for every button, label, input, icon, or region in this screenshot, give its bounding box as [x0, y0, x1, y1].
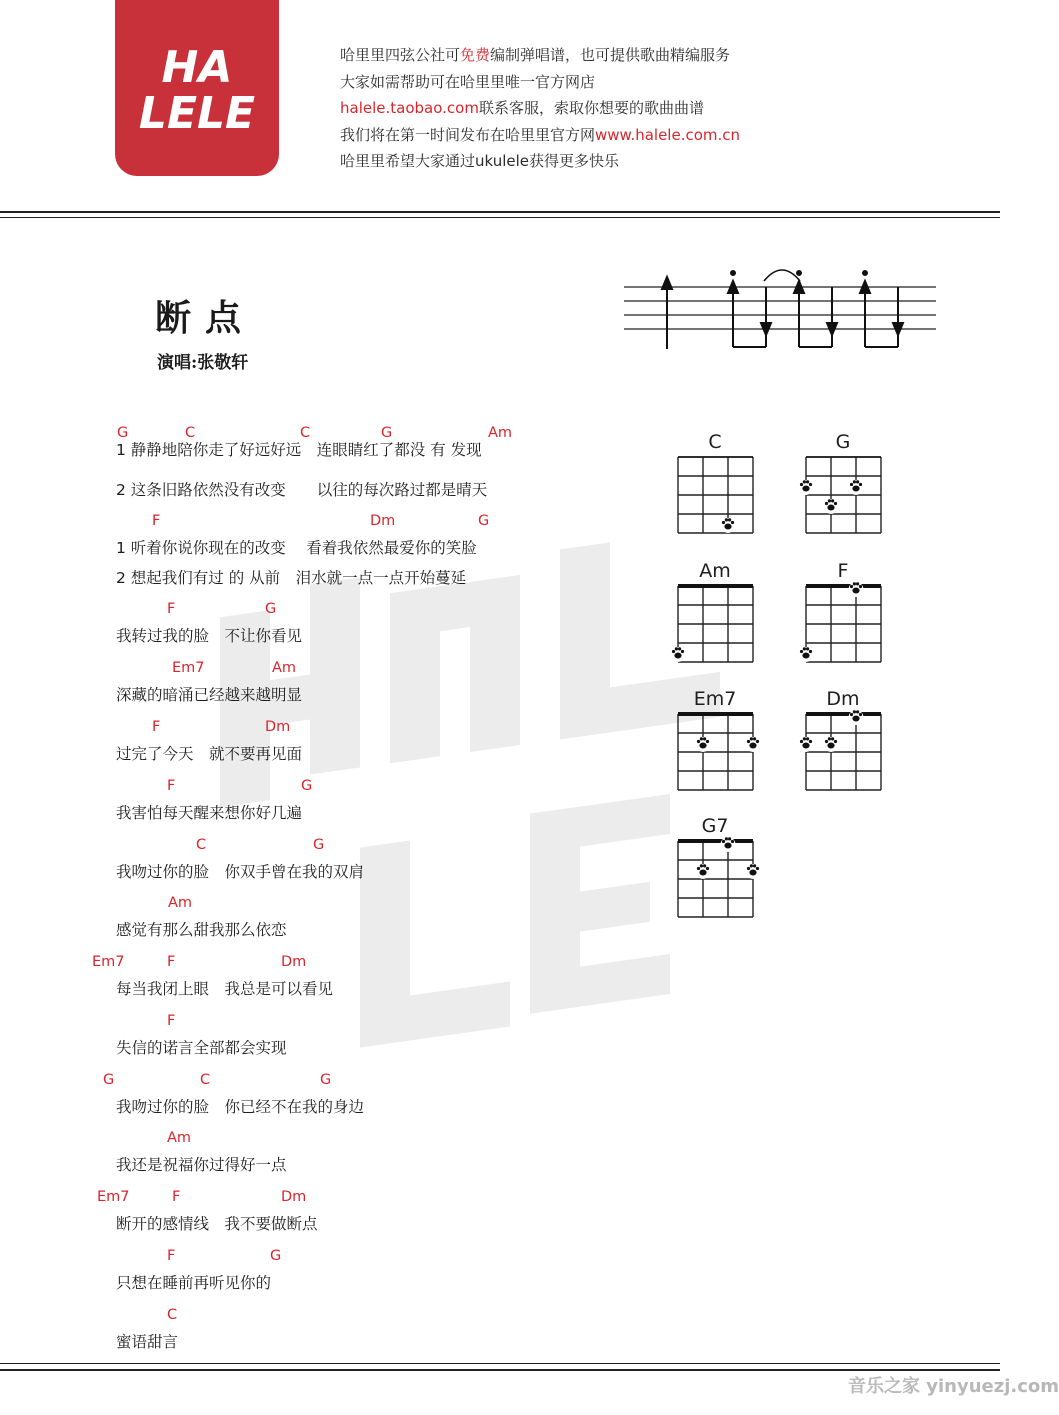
- chord-label: Dm: [281, 954, 307, 970]
- lyric-line: 只想在睡前再听见你的: [116, 1274, 272, 1292]
- paw-finger-dot: [799, 737, 814, 752]
- paw-finger-dot: [671, 647, 686, 662]
- chord-label: F: [167, 954, 176, 970]
- lyric-line: 1 静静地陪你走了好远好远 连眼睛红了都没 有 发现: [116, 441, 482, 459]
- chord-diagram-grid: [677, 712, 755, 788]
- chord-diagram-name: Em7: [693, 688, 737, 710]
- footer-rule-bottom: [0, 1369, 1000, 1371]
- chord-diagram-name: C: [708, 431, 722, 453]
- logo-text-bottom: LELE: [138, 88, 256, 139]
- chord-label: Dm: [265, 719, 291, 735]
- info-line-5: 哈里里希望大家通过ukulele获得更多快乐: [340, 152, 620, 170]
- chord-label: C: [167, 1307, 178, 1323]
- chord-label: Dm: [370, 513, 396, 529]
- paw-finger-dot: [824, 499, 839, 514]
- footer-rule-top: [0, 1363, 1000, 1364]
- chord-label: F: [152, 513, 161, 529]
- lyric-line: 2 想起我们有过 的 从前 泪水就一点一点开始蔓延: [116, 569, 467, 587]
- chord-diagram-grid: [805, 455, 883, 531]
- chord-label: C: [300, 425, 311, 441]
- chord-label: C: [200, 1072, 211, 1088]
- site-watermark: 音乐之家 yinyuezj.com: [848, 1376, 1059, 1397]
- song-title: 断点: [155, 297, 256, 339]
- header-rule-bottom: [0, 217, 1000, 218]
- chord-diagram-grid: [805, 712, 883, 788]
- chord-label: G: [301, 778, 313, 794]
- chord-diagram-grid: [677, 839, 755, 915]
- paw-finger-dot: [824, 737, 839, 752]
- lyric-line: 蜜语甜言: [116, 1333, 179, 1351]
- paw-finger-dot: [849, 710, 864, 725]
- chord-label: Am: [167, 1130, 192, 1146]
- logo-mark: [115, 0, 279, 176]
- chord-label: G: [103, 1072, 115, 1088]
- website-link[interactable]: www.halele.com.cn: [595, 125, 741, 144]
- chord-diagram-grid: [677, 455, 755, 531]
- chord-label: Am: [272, 660, 297, 676]
- lyric-line: 我吻过你的脸 你双手曾在我的双肩: [116, 863, 365, 881]
- chord-label: F: [167, 1013, 176, 1029]
- paw-finger-dot: [799, 647, 814, 662]
- chord-diagram-grid: [677, 584, 755, 660]
- chord-diagram-name: G7: [701, 815, 729, 837]
- paw-finger-dot: [721, 837, 736, 852]
- chord-diagram-name: F: [837, 560, 849, 582]
- paw-finger-dot: [849, 480, 864, 495]
- paw-finger-dot: [696, 737, 711, 752]
- chord-label: G: [313, 837, 325, 853]
- lyric-line: 我吻过你的脸 你已经不在我的身边: [116, 1098, 365, 1116]
- paw-finger-dot: [721, 518, 736, 533]
- paw-finger-dot: [696, 864, 711, 879]
- info-line-1: 哈里里四弦公社可免费编制弹唱谱，也可提供歌曲精编服务: [340, 46, 731, 64]
- lyric-line: 感觉有那么甜我那么依恋: [116, 921, 287, 939]
- lyric-line: 断开的感情线 我不要做断点: [116, 1215, 318, 1233]
- halele-logo: [115, 0, 279, 176]
- chord-label: C: [196, 837, 207, 853]
- chord-label: G: [117, 425, 129, 441]
- taobao-link[interactable]: halele.taobao.com: [340, 99, 479, 117]
- lyric-line: 1 听着你说你现在的改变 看着我依然最爱你的笑脸: [116, 539, 477, 557]
- paw-finger-dot: [799, 480, 814, 495]
- paw-finger-dot: [746, 737, 761, 752]
- chord-diagram-name: G: [835, 431, 851, 453]
- lyric-line: 我害怕每天醒来想你好几遍: [116, 804, 303, 822]
- strum-pattern: [620, 265, 940, 355]
- chord-diagram-name: Am: [699, 560, 731, 582]
- chord-label: Dm: [281, 1189, 307, 1205]
- chord-label: G: [478, 513, 490, 529]
- chord-label: F: [167, 601, 176, 617]
- chord-label: G: [320, 1072, 332, 1088]
- lyric-line: 2 这条旧路依然没有改变 以往的每次路过都是晴天: [116, 481, 488, 499]
- chord-label: Em7: [97, 1189, 130, 1205]
- chord-label: F: [167, 778, 176, 794]
- chord-label: G: [381, 425, 393, 441]
- info-line-4: 我们将在第一时间发布在哈里里官方网www.halele.com.cn: [340, 125, 741, 144]
- lyric-line: 每当我闭上眼 我总是可以看见: [116, 980, 334, 998]
- chord-label: G: [265, 601, 277, 617]
- chord-label: Am: [488, 425, 513, 441]
- chord-diagram-grid: [805, 584, 883, 660]
- chord-label: Am: [168, 895, 193, 911]
- lyric-line: 过完了今天 就不要再见面: [116, 745, 303, 763]
- chord-label: F: [167, 1248, 176, 1264]
- service-info: [340, 42, 740, 175]
- header-rule-top: [0, 211, 1000, 213]
- lyric-line: 我转过我的脸 不让你看见: [116, 627, 303, 645]
- chord-label: C: [185, 425, 196, 441]
- chord-diagram-name: Dm: [826, 688, 860, 710]
- paw-finger-dot: [746, 864, 761, 879]
- chord-label: F: [172, 1189, 181, 1205]
- info-line-2: 大家如需帮助可在哈里里唯一官方网店: [340, 72, 596, 91]
- chord-label: G: [270, 1248, 282, 1264]
- lyric-line: 深藏的暗涌已经越来越明显: [116, 686, 303, 704]
- lyric-line: 失信的诺言全部都会实现: [116, 1039, 287, 1057]
- chord-label: F: [152, 719, 161, 735]
- lyric-line: 我还是祝福你过得好一点: [116, 1156, 287, 1174]
- singer-credit: 演唱:张敬轩: [157, 353, 249, 373]
- chord-label: Em7: [172, 660, 205, 676]
- info-line-3: halele.taobao.com联系客服，索取你想要的歌曲曲谱: [340, 99, 704, 117]
- paw-finger-dot: [849, 582, 864, 597]
- chord-label: Em7: [92, 954, 125, 970]
- logo-text-top: HA: [161, 42, 233, 93]
